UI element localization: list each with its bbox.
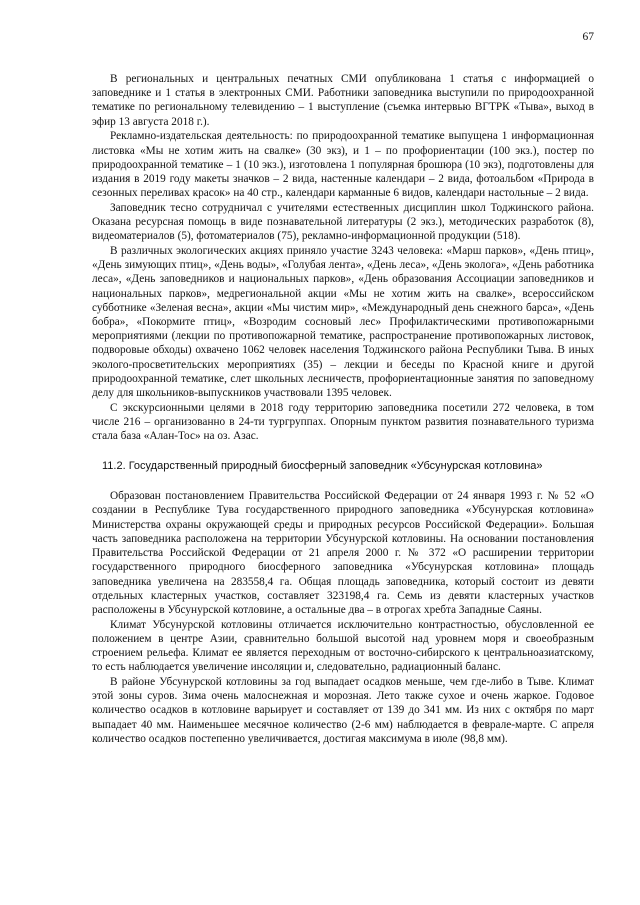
- page-number: 67: [582, 31, 594, 43]
- paragraph-excursions: С экскурсионными целями в 2018 году территорию заповедника посетили 272 человека, в том числе 216 – организованно в 24-ти тургруппах. Опорным пунктом развития познавательного туризма стала база «Алан-Тос» на оз. Азас.: [92, 401, 594, 443]
- paragraph-eco-actions: В различных экологических акциях приняло участие 3243 человека: «Марш парков», «День птиц», «День зимующих птиц», «День воды», «Голубая лента», «День леса», «День эколога», «День работника леса», «День заповедников и национальных парков», «День образования Ассоциации заповедников и национальных парков», медрегиональной акции «Мы не хотим жить на свалке», всероссийском субботнике «Зеленая весна», акции «Мы чистим мир», «Международный день снежного барса», «День бобра», «Покормите птиц», «Возродим сосновый лес» Профилактическими противопожарными мероприятиями (лекции по противопожарной тематике, распространение противопожарных листовок, подворовые обходы) охвачено 1062 человек населения Тоджинского района Республики Тыва. В иных эколого-просветительских мероприятиях (35) – лекции и беседы по Красной книге и другой природоохранной тематике, слет школьных лесничеств, профориентационные занятия по заповедному делу для школьников-выпускников участвовали 1395 человек.: [92, 244, 594, 399]
- paragraph-school-cooperation: Заповедник тесно сотрудничал с учителями естественных дисциплин школ Тоджинского района. Оказана ресурсная помощь в виде познавательной литературы (2 экз.), методических разработок (8), видеоматериалов (5), фотоматериалов (75), рекламно-информационной продукции (518).: [92, 201, 594, 243]
- paragraph-climate: Климат Убсунурской котловины отличается исключительно контрастностью, обусловленной ее положением в центре Азии, сравнительно большой высотой над уровнем моря и своеобразным строением рельефа. Климат ее является переходным от восточно-сибирского к центральноазиатскому, то есть наблюдается увеличение инсоляции и, следовательно, радиационный баланс.: [92, 618, 594, 674]
- section-title: 11.2. Государственный природный биосферный заповедник «Убсунурская котловина»: [102, 460, 543, 473]
- paragraph-media: В региональных и центральных печатных СМИ опубликована 1 статья с информацией о заповеднике и 1 статья в электронных СМИ. Работники заповедника выступили по природоохранной тематике по региональному телевидению – 1 выступление (съемка интервью ВГТРК «Тыва», выход в эфир 13 августа 2018 г.).: [92, 73, 594, 128]
- paragraph-publishing: Рекламно-издательская деятельность: по природоохранной тематике выпущена 1 информационная листовка «Мы не хотим жить на свалке» (30 экз), и 1 – по профориентации (100 экз.), постер по природоохранной тематике – 1 (10 экз.), изготовлена 1 популярная брошюра (10 экз), подготовлены для издания в 2019 году макеты значков – 2 вида, настенные календари – 2 вида, фотоальбом «Природа в сезонных переливах красок» на 40 стр., календари карманные 6 видов, календари настольные – 2 вида.: [92, 130, 594, 200]
- document-page: [92, 30, 594, 746]
- paragraph-establishment: Образован постановлением Правительства Российской Федерации от 24 января 1993 г. № 52 «О создании в Республике Тува государственного природного заповедника «Убсунурская котловина» Министерства охраны окружающей среды и природных ресурсов Российской Федерации». Большая часть заповедника расположена на территории Убсунурской котловины. На основании постановления Правительства Российской Федерации от 21 апреля 2000 г. № 372 «О расширении территории государственного природного биосферного заповедника «Убсунурская котловина» площадь заповедника увеличена на 283558,4 га. Общая площадь заповедника, который состоит из девяти отдельных кластерных участков, составляет 323198,4 га. Семь из девяти кластерных участков расположены в Убсунурской котловине, а остальные два – в отрогах хребта Западные Саяны.: [92, 490, 594, 616]
- paragraph-precipitation: В районе Убсунурской котловины за год выпадает осадков меньше, чем где-либо в Тыве. Климат этой зоны суров. Зима очень малоснежная и морозная. Лето также сухое и очень жаркое. Годовое количество осадков в котловине варьирует и составляет от 139 до 341 мм. Из них с октября по март выпадает 40 мм. Наименьшее месячное количество (2-6 мм) наблюдается в феврале-марте. С апреля количество осадков постепенно увеличивается, достигая максимума в июле (98,8 мм).: [92, 675, 594, 745]
- ubsunur-section: [92, 489, 594, 746]
- media-outreach-section: [92, 72, 594, 443]
